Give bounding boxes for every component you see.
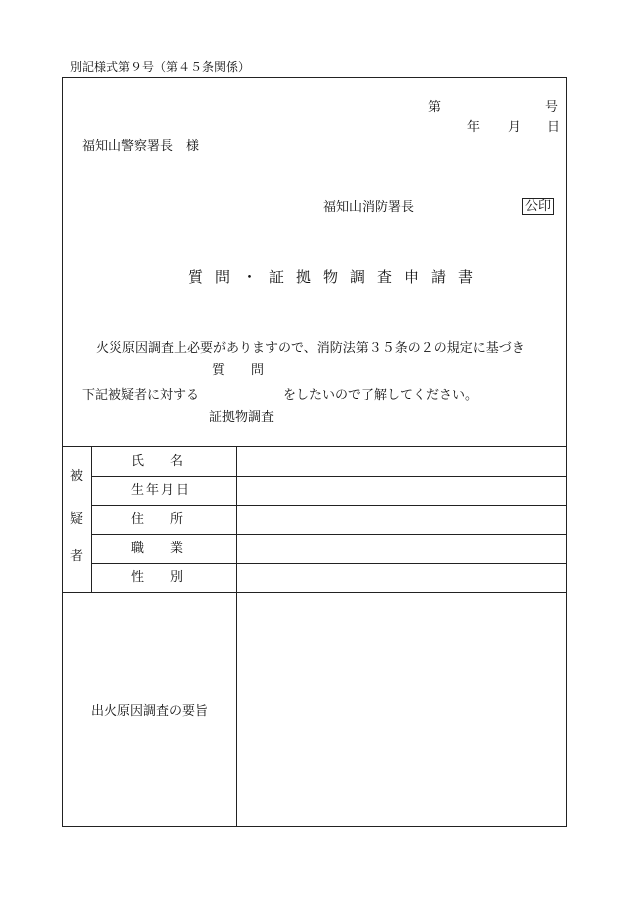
date-day: 日 [547, 120, 561, 135]
field-label-occupation: 職 業 [131, 541, 184, 556]
field-label-birthdate: 生年月日 [131, 483, 192, 498]
body-line-2-prefix: 下記被疑者に対する [82, 388, 200, 403]
suspect-table-top-border [62, 446, 567, 447]
suspect-table-row-divider [91, 476, 567, 477]
field-label-address: 住 所 [131, 512, 184, 527]
number-suffix: 号 [545, 100, 559, 115]
body-line-1: 火災原因調査上必要がありますので、消防法第３５条の２の規定に基づき [96, 341, 525, 356]
document-title: 質問・証拠物調査申請書 [188, 268, 486, 286]
suspect-table-row-divider [91, 534, 567, 535]
label-value-divider [236, 446, 237, 827]
field-value-birthdate[interactable] [242, 481, 562, 501]
addressee: 福知山警察署長 様 [82, 139, 200, 154]
suspect-heading-char: 被 [70, 469, 84, 484]
body-option-evidence: 証拠物調査 [209, 410, 275, 425]
suspect-table-bottom-border [62, 592, 567, 593]
summary-label: 出火原因調査の要旨 [91, 704, 209, 719]
suspect-heading-char: 者 [70, 549, 84, 564]
field-value-address[interactable] [242, 510, 562, 530]
date-month: 月 [508, 120, 522, 135]
body-option-question: 質 問 [212, 363, 265, 378]
official-seal: 公印 [522, 198, 554, 215]
summary-value[interactable] [242, 598, 562, 822]
field-value-occupation[interactable] [242, 539, 562, 559]
suspect-table-row-divider [91, 505, 567, 506]
body-line-2-suffix: をしたいので了解してください。 [283, 388, 479, 403]
field-label-name: 氏 名 [131, 454, 184, 469]
suspect-heading-char: 疑 [70, 512, 84, 527]
suspect-heading-divider [91, 446, 92, 592]
suspect-table-row-divider [91, 563, 567, 564]
field-value-sex[interactable] [242, 568, 562, 588]
date-year: 年 [467, 120, 481, 135]
form-reference: 別記様式第９号（第４５条関係） [70, 60, 251, 74]
sender: 福知山消防署長 [323, 200, 415, 215]
number-prefix: 第 [428, 100, 442, 115]
field-value-name[interactable] [242, 452, 562, 472]
field-label-sex: 性 別 [131, 570, 184, 585]
